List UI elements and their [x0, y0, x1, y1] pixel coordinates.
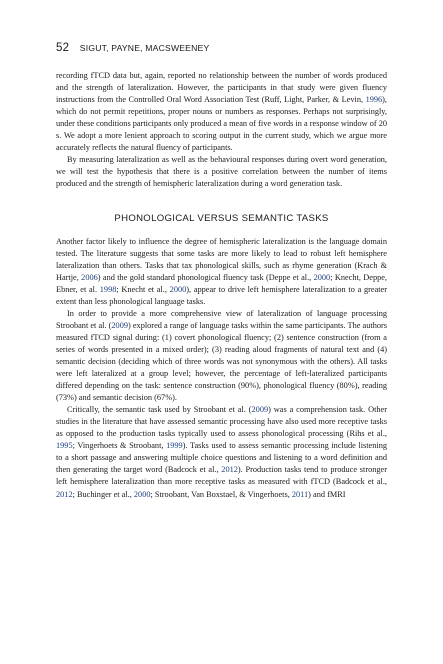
text-run: ; Knecht et al., [116, 284, 170, 294]
text-run: ). Tasks used to assess semantic processing include listening to a short passage and answering multiple choice questions and listening to a word definition and then generating the target word (Badcock et al., [56, 441, 387, 475]
paragraph-2 [56, 154, 387, 190]
citation-link[interactable]: 2011 [291, 489, 309, 499]
text-run: ), appear to drive left hemisphere lateralization to a greater extent than less phonological language tasks. [56, 284, 387, 306]
citation-link[interactable]: 2000 [133, 489, 151, 499]
running-title: SIGUT, PAYNE, MACSWEENEY [79, 43, 210, 53]
citation-link[interactable]: 2012 [56, 489, 73, 499]
citation-link[interactable]: 2000 [313, 272, 331, 282]
text-run: ) and the gold standard phonological fluency task (Deppe et al., [97, 272, 314, 282]
page-number: 52 [56, 42, 70, 54]
text-run: ; Knecht, Deppe, Ebner, et al. [56, 272, 387, 294]
citation-link[interactable]: 2012 [221, 465, 238, 475]
text-run: By measuring lateralization as well as the behavioural responses during overt word generation, we will test the hypothesis that there is a positive correlation between the number of items produced and the strength of hemispheric lateralization during a word generation task. [56, 155, 387, 189]
paragraph-1 [56, 70, 387, 154]
citation-link[interactable]: 2006 [81, 272, 98, 282]
text-run: ), which do not permit repetitions, proper nouns or numbers as responses. Perhaps not surprisingly, under these conditions participants only produced a mean of five words in a response window of 20 s. We adopt a more lenient approach to scoring output in the current study, which we argue more accurately reflects the natural fluency of participants. [56, 95, 387, 153]
citation-link[interactable]: 1999 [166, 441, 183, 451]
text-run: ; Stroobant, Van Boxstael, & Vingerhoets, [150, 489, 292, 499]
citation-link[interactable]: 2000 [169, 284, 187, 294]
text-run: Another factor likely to influence the degree of hemispheric lateralization is the language domain tested. The literature suggests that some tasks are more likely to lead to robust left hemisphere lateralization than others. Tasks that tax phonological skills, such as rhyme generation (Krach & Hartje, [56, 236, 387, 282]
paragraph-4 [56, 308, 387, 404]
body-text [56, 70, 387, 501]
citation-link[interactable]: 1998 [99, 284, 117, 294]
citation-link[interactable]: 2009 [111, 320, 128, 330]
text-run: ) and fMRI [308, 489, 346, 499]
citation-link[interactable]: 2009 [251, 405, 269, 415]
text-run: recording fTCD data but, again, reported no relationship between the number of words produced and the strength of lateralization. However, the participants in that study were given fluency instructions from the Controlled Oral Word Association Test (Ruff, Light, Parker, & Levin, [56, 71, 387, 105]
text-run: ). Production tasks tend to produce stronger left hemisphere lateralization than more receptive tasks as measured with fTCD (Badcock et al., [56, 465, 387, 487]
citation-link[interactable]: 1996 [365, 95, 383, 105]
paragraph-5 [56, 404, 387, 500]
paragraph-3 [56, 236, 387, 308]
running-header [56, 42, 209, 54]
section-heading: PHONOLOGICAL VERSUS SEMANTIC TASKS [114, 213, 329, 225]
citation-link[interactable]: 1995 [56, 441, 73, 451]
text-run: ; Buchinger et al., [72, 489, 134, 499]
text-run: ) was a comprehension task. Other studies in the literature that have assessed semantic processing have also used more receptive tasks as opposed to the production tasks typically used to assess phonological processing (Rihs et al., [56, 405, 387, 439]
text-run: ; Vingerhoets & Stroobant, [72, 441, 167, 451]
text-run: In order to provide a more comprehensive view of lateralization of language processing Stroobant et al. ( [56, 308, 387, 330]
text-run: ) explored a range of language tasks within the same participants. The authors measured fTCD signal during: (1) covert phonological fluency; (2) sentence construction (from a series of words presented in a mixed order); (3) reading aloud fragments of natural text and (4) semantic decision (deciding which of three words was not synonymous with the others). All tasks were left lateralized at a group level; however, the percentage of left-lateralized participants differed depending on the task: sentence construction (90%), phonological fluency (80%), reading (73%) and semantic decision (67%). [56, 320, 387, 403]
text-run: Critically, the semantic task used by Stroobant et al. ( [67, 405, 252, 415]
